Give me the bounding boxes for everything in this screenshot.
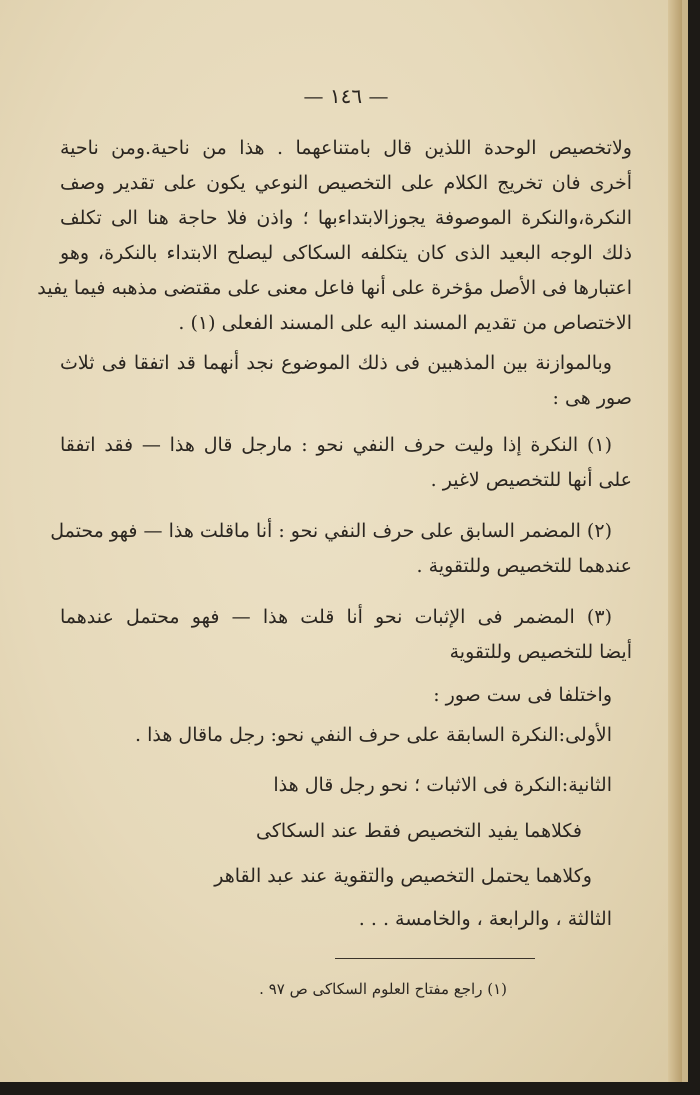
text-line: واختلفا فى ست صور : (433, 684, 612, 706)
list-item-1: (١) النكرة إذا وليت حرف النفي نحو : مارجل قال هذا — فقد اتفقا (60, 434, 612, 456)
text-line: فكلاهما يفيد التخصيص فقط عند السكاكى (255, 820, 582, 842)
list-item-2: (٢) المضمر السابق على حرف النفي نحو : أنا ماقلت هذا — فهو محتمل (50, 520, 612, 542)
list-item-3-cont: أيضا للتخصيص وللتقوية (449, 641, 632, 663)
case-first: الأولى:النكرة السابقة على حرف النفي نحو: رجل ماقال هذا . (135, 724, 612, 746)
text-line: ذلك الوجه البعيد الذى كان يتكلفه السكاكى ليصلح الابتداء بالنكرة، وهو (60, 242, 632, 264)
case-second: الثانية:النكرة فى الاثبات ؛ نحو رجل قال هذا (273, 774, 612, 796)
text-line: النكرة،والنكرة الموصوفة يجوزالابتداءبها ؛ واذن فلا حاجة هنا الى تكلف (60, 207, 632, 229)
footnote-rule (335, 958, 535, 959)
text-line: ولاتخصيص الوحدة اللذين قال بامتناعهما . هذا من ناحية.ومن ناحية (60, 137, 632, 159)
list-item-1-cont: على أنها للتخصيص لاغير . (430, 469, 632, 491)
text-line: اعتبارها فى الأصل مؤخرة على أنها فاعل معنى على مقتضى مذهبه فيما يفيد (37, 277, 632, 299)
list-item-3: (٣) المضمر فى الإثبات نحو أنا قلت هذا — فهو محتمل عندهما (60, 606, 612, 628)
text-line: الثالثة ، والرابعة ، والخامسة . . . (358, 908, 612, 930)
page-edge (668, 0, 682, 1082)
text-line: الاختصاص من تقديم المسند اليه على المسند الفعلى (١) . (178, 312, 632, 334)
text-line: صور هى : (552, 387, 632, 409)
page-number: — ١٤٦ — (303, 84, 389, 108)
footnote: (١) راجع مفتاح العلوم السكاكى ص ٩٧ . (259, 980, 507, 998)
text-line: أخرى فان تخريج الكلام على التخصيص النوعي يكون على تقدير وصف (60, 172, 632, 194)
text-line: وكلاهما يحتمل التخصيص والتقوية عند عبد القاهر (214, 865, 592, 887)
text-line: وبالموازنة بين المذهبين فى ذلك الموضوع نجد أنهما قد اتفقا فى ثلاث (60, 352, 612, 374)
list-item-2-cont: عندهما للتخصيص وللتقوية . (416, 555, 632, 577)
